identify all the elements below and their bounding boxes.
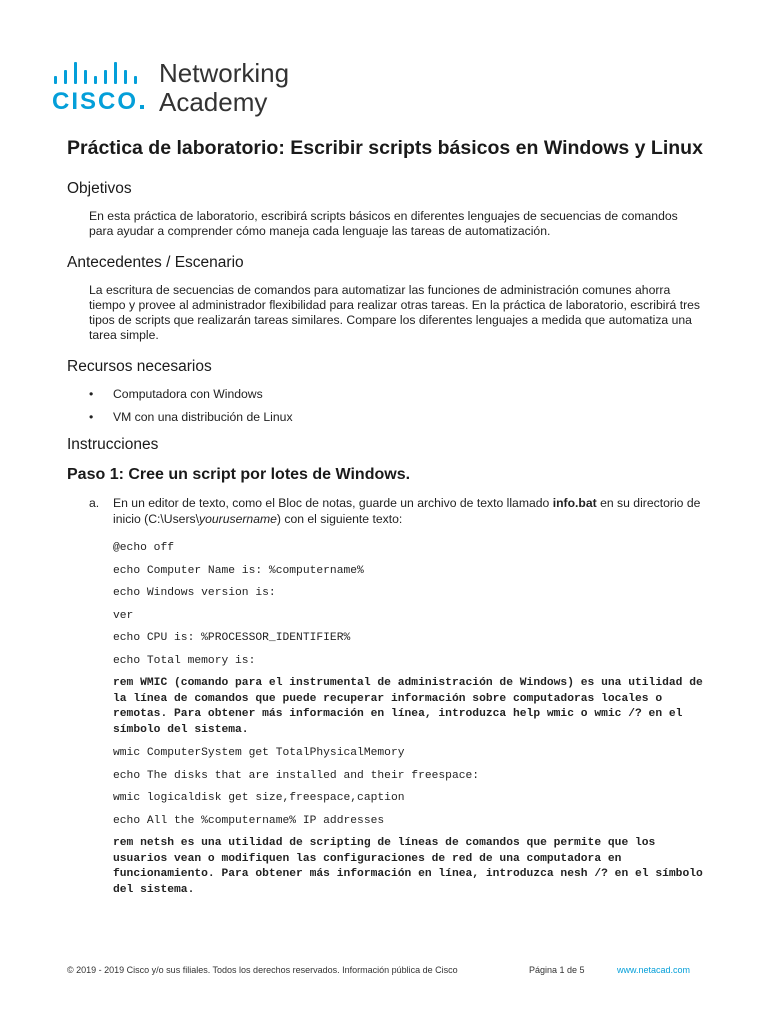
code-block [113,541,703,898]
objetivos-text: En esta práctica de laboratorio, escribirá scripts básicos en diferentes lenguajes de secuencias de comandos para ayudar a comprender cómo maneja cada lenguaje las tareas de automatización. [89,209,678,238]
step-marker: a. [89,496,100,510]
code-line: echo The disks that are installed and their freespace: [113,769,480,782]
code-line: echo Computer Name is: %computername% [113,564,364,577]
code-line: ver [113,609,134,622]
code-line: echo Windows version is: [113,587,276,599]
page-footer [67,965,703,979]
list-item: • Computadora con Windows [89,387,703,402]
step-item-a: a. En un editor de texto, como el Bloc de notas, guarde un archivo de texto llamado info.bat en su directorio de inicio (C:\Users\yourusername) con el siguiente texto: [89,496,701,526]
logo-academy-text: Academy [159,87,268,117]
cisco-networking-academy-logo [52,58,312,120]
code-line: echo All the %computername% IP addresses [113,814,385,827]
code-line: wmic logicaldisk get size,freespace,caption [113,792,405,804]
code-line: echo CPU is: %PROCESSOR_IDENTIFIER% [113,632,351,644]
footer-page-number: Página 1 de 5 [529,965,585,975]
document-content [67,136,703,906]
recursos-list [67,387,703,425]
section-heading-instrucciones: Instrucciones [67,436,159,453]
section-heading-recursos: Recursos necesarios [67,358,212,375]
code-comment: rem netsh es una utilidad de scripting de líneas de comandos que permite que los usuarios vean o modifiquen las configuraciones de red de una computadora en funcionamiento. Para obtener más información en línea, introduzca nesh /? en el símbolo del sistema. [113,837,703,896]
code-line: wmic ComputerSystem get TotalPhysicalMemory [113,747,405,759]
code-line: echo Total memory is: [113,654,256,667]
cisco-bars-icon [52,58,148,84]
code-comment: rem WMIC (comando para el instrumental de administración de Windows) es una utilidad de la línea de comandos que puede recuperar información sobre computadoras locales o remotas. Para obtener más información en línea, introduzca help wmic o wmic /? en el símbolo del sistema. [113,677,703,736]
filename: info.bat [552,496,597,510]
page-title: Práctica de laboratorio: Escribir scripts básicos en Windows y Linux [67,137,703,159]
step-heading-paso-1: Paso 1: Cree un script por lotes de Windows. [67,466,411,483]
section-heading-objetivos: Objetivos [67,180,132,197]
logo-networking-text: Networking [159,58,290,88]
list-item: • VM con una distribución de Linux [89,410,703,425]
footer-link[interactable]: www.netacad.com [617,965,691,975]
section-heading-antecedentes: Antecedentes / Escenario [67,254,244,271]
footer-copyright: © 2019 - 2019 Cisco y/o sus filiales. Todos los derechos reservados. Información pública de Cisco [67,965,458,975]
cisco-wordmark: CISCO [52,88,144,116]
antecedentes-text: La escritura de secuencias de comandos para automatizar las funciones de administración comunes ahorra tiempo y provee al administrador flexibilidad para realizar otras tareas. En la práctica de laboratorio, escribirá tres tipos de scripts que realizarán tareas similares. Compare los diferentes lenguajes a medida que automatiza una tarea simple. [89,283,701,342]
code-line: @echo off [113,542,175,554]
username-placeholder: yourusername [199,512,277,526]
